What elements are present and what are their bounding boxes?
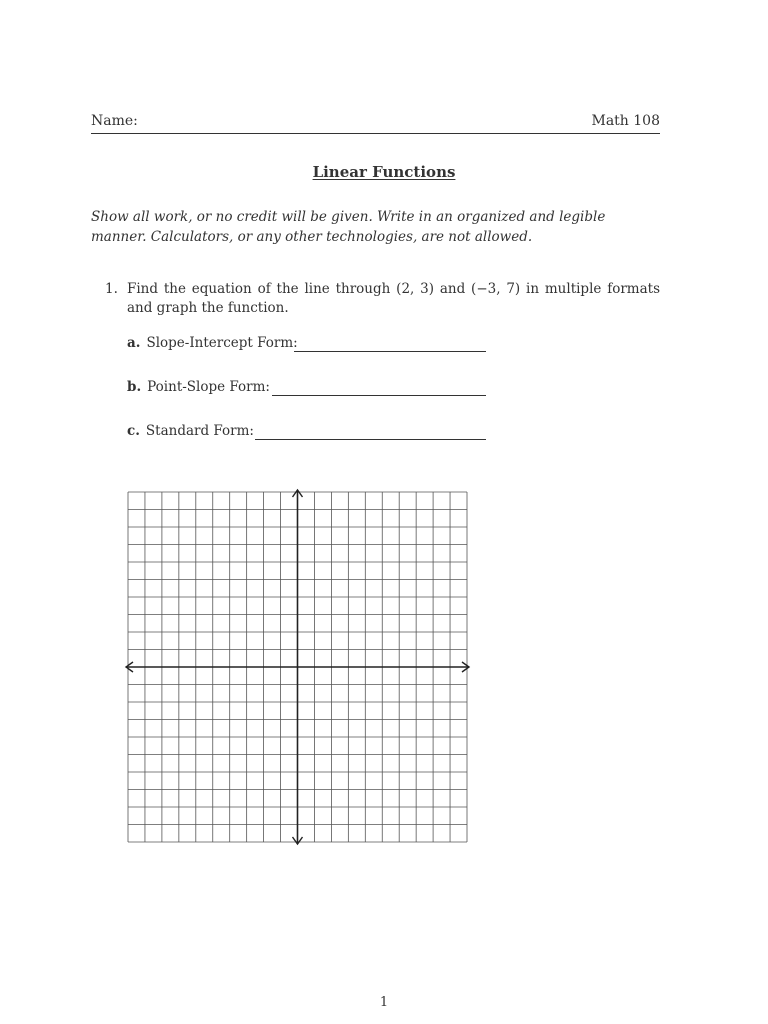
slope-intercept-answer-line[interactable]: [294, 351, 486, 352]
part-c: [127, 423, 254, 443]
standard-form-answer-line[interactable]: [255, 439, 486, 440]
page-title: Linear Functions: [312, 163, 456, 181]
part-a-letter: a.: [127, 335, 141, 351]
name-label: Name:: [91, 113, 138, 129]
part-b-letter: b.: [127, 379, 142, 395]
problem-number: 1.: [105, 281, 118, 297]
coordinate-grid[interactable]: [123, 486, 475, 848]
problem-text: Find the equation of the line through (2, 3) and (−3, 7) in multiple formats and graph the function.: [127, 281, 660, 316]
header-rule: [91, 133, 660, 134]
part-a-label: Slope-Intercept Form:: [146, 335, 298, 351]
part-a: [127, 335, 298, 355]
part-c-label: Standard Form:: [145, 423, 254, 439]
page-header: [91, 113, 660, 133]
part-b-label: Point-Slope Form:: [147, 379, 270, 395]
course-label: Math 108: [591, 113, 660, 129]
part-c-letter: c.: [127, 423, 140, 439]
instructions: Show all work, or no credit will be given. Write in an organized and legible manner. Calculators, or any other technologies, are not allowed.: [91, 209, 606, 245]
part-b: [127, 379, 270, 399]
problem-1: [105, 280, 660, 318]
point-slope-answer-line[interactable]: [272, 395, 486, 396]
page-number: 1: [379, 995, 389, 1010]
